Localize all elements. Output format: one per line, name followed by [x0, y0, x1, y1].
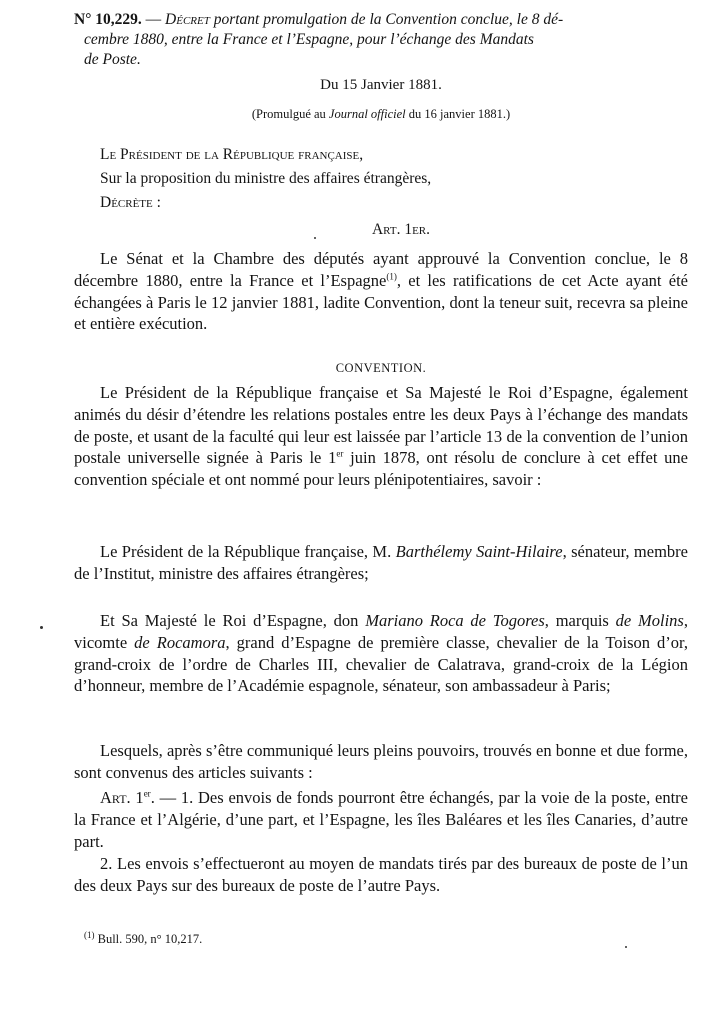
promulgation-open: (Promulgué au: [251, 107, 326, 121]
para3-text-a: Le Président de la République française, M.: [100, 542, 392, 561]
paragraph-spanish-plenipotentiary: [74, 610, 688, 697]
footnote-ref: (1): [386, 271, 397, 282]
promulgation-note: [74, 106, 688, 122]
paragraph-french-plenipotentiary: [74, 541, 688, 585]
promulgation-close: du 16 janvier 1881.): [408, 107, 511, 121]
paragraph-ratification: [74, 248, 688, 335]
para4-text-b: , marquis: [544, 611, 609, 630]
para3-text-b: , sénateur, membre de l’Institut, ministre des affaires étrangères;: [74, 542, 688, 583]
plenipotentiary-name-spain: Mariano Roca de Togores: [365, 611, 545, 630]
para2-sup: er: [336, 448, 344, 459]
decree-header: [74, 10, 688, 70]
ink-speck: [314, 237, 316, 239]
header-line-1: [74, 10, 688, 30]
para4-text-c: , vicomte: [74, 611, 688, 652]
footnote-mark: (1): [84, 929, 95, 940]
article-1-heading: Art. 1er.: [371, 221, 431, 238]
preamble: [74, 143, 688, 215]
title-molins: de Molins: [615, 611, 684, 630]
footnote-text: Bull. 590, n° 10,217.: [97, 932, 203, 946]
decree-date: Du 15 Janvier 1881.: [320, 77, 442, 93]
president-line: Le Président de la République française,: [100, 146, 364, 163]
decree-label: Décret: [165, 11, 210, 28]
ink-speck: [40, 626, 43, 629]
decree-title-line-2: cembre 1880, entre la France et l’Espagne, pour l’échange des Mandats: [84, 31, 534, 48]
footnote: [84, 931, 698, 947]
proposition-line: Sur la proposition du ministre des affaires étrangères,: [100, 170, 432, 187]
paragraph-lesquels: Lesquels, après s’être communiqué leurs pleins pouvoirs, trouvés en bonne et due forme, sont convenus des articles suivants :: [74, 741, 688, 782]
paragraph-article-1-item-2: 2. Les envois s’effectueront au moyen de mandats tirés par des bureaux de poste de l’un des deux Pays sur des bureaux de poste de l’autre Pays.: [74, 854, 688, 895]
decrete-line: Décrète :: [100, 194, 161, 211]
article-sup: er: [143, 788, 151, 799]
decree-title-line-1: portant promulgation de la Convention conclue, le 8 dé-: [213, 11, 564, 28]
paragraph-article-1: [74, 787, 688, 852]
journal-officiel: Journal officiel: [328, 107, 406, 121]
para2-text-b: juin 1878, ont résolu de conclure à cet effet une convention spéciale et ont nommé pour leurs plénipotentiaires, savoir :: [74, 448, 689, 490]
title-rocamora: de Rocamora: [134, 632, 226, 652]
para1-text-a: Le Sénat et la Chambre des députés ayant approuvé la Convention conclue, le 8 décembre 1880, entre la France et l’Espagne: [74, 249, 688, 290]
ink-speck: [625, 946, 627, 948]
para4-text-d: , grand d’Espagne de première classe, chevalier de la Toison d’or, grand-croix de l’ordre de Charles III, chevalier de Calatrava, grand-croix de la Légion d’honneur, membre de l’Académie espagnole, sénateur, son ambassadeur à Paris;: [74, 632, 688, 696]
header-dash: —: [145, 11, 162, 28]
plenipotentiary-name-france: Barthélemy Saint-Hilaire: [395, 542, 563, 561]
paragraph-preamble-convention: [74, 382, 688, 491]
article-1-text: . — 1. Des envois de fonds pourront être échangés, par la voie de la poste, entre la France et l’Algérie, d’une part, et l’Espagne, les îles Baléares et les îles Canaries, d’autre part.: [74, 788, 688, 851]
decree-title-line-3: de Poste.: [84, 51, 141, 68]
convention-heading: CONVENTION.: [335, 361, 427, 375]
decree-number: N° 10,229.: [74, 11, 142, 28]
header-line-2: [74, 30, 688, 50]
article-label: Art. 1: [100, 788, 144, 807]
para1-text-b: , et les ratifications de cet Acte ayant été échangées à Paris le 12 janvier 1881, ladite Convention, dont la teneur suit, recevra sa pleine et entière exécution.: [74, 270, 688, 334]
para4-text-a: Et Sa Majesté le Roi d’Espagne, don: [100, 611, 359, 630]
para2-text-a: Le Président de la République française et Sa Majesté le Roi d’Espagne, également animés du désir d’étendre les relations postales entre les deux Pays à l’échange des mandats de poste, et usant de la faculté qui leur est laissée par l’article 13 de la convention de l’union postale universelle signée à Paris le 1: [74, 383, 688, 468]
header-line-3: [74, 50, 688, 70]
